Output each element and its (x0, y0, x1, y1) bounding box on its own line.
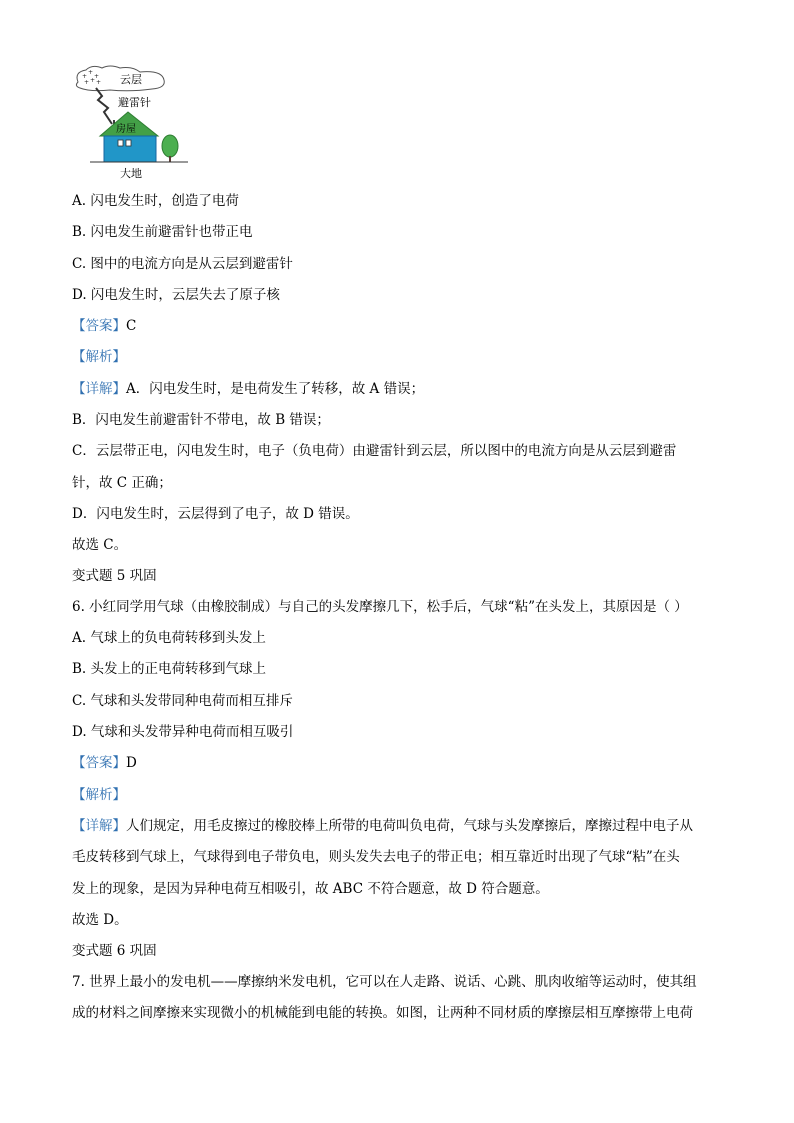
q6-option-d: D. 气球和头发带异种电荷而相互吸引 (72, 724, 294, 740)
q5-answer (72, 317, 136, 335)
answer-value: C (126, 318, 137, 334)
q6-option-c: C. 气球和头发带同种电荷而相互排斥 (72, 693, 293, 709)
svg-text:+: + (90, 77, 96, 84)
q5-detail-line: B．闪电发生前避雷针不带电，故 B 错误； (72, 412, 330, 428)
q5-analysis-tag: 【解析】 (72, 349, 126, 365)
svg-text:+: + (82, 73, 88, 80)
detail-tag: 【详解】 (72, 818, 126, 834)
q5-detail-line: 【详解】A．闪电发生时，是电荷发生了转移，故 A 错误； (72, 381, 425, 397)
lightning-rod-figure (70, 62, 190, 182)
q5-option-d: D. 闪电发生时，云层失去了原子核 (72, 287, 280, 303)
q5-option-b: B. 闪电发生前避雷针也带正电 (72, 224, 253, 240)
q6-detail-line: 发上的现象，是因为异种电荷互相吸引，故 ABC 不符合题意，故 D 符合题意。 (72, 881, 549, 897)
q5-variant-label: 变式题 5 巩固 (72, 568, 157, 584)
house-window-left (118, 140, 123, 146)
q6-detail-line: 毛皮转移到气球上，气球得到电子带负电，则头发失去电子的带正电；相互靠近时出现了气球“粘”在头 (72, 849, 680, 865)
lightning-bolt (96, 88, 112, 124)
ground-label: 大地 (120, 167, 142, 180)
q6-conclusion: 故选 D。 (72, 912, 128, 928)
answer-value: D (126, 755, 137, 771)
detail-tag: 【详解】 (72, 381, 126, 397)
q7-stem-line: 成的材料之间摩擦来实现微小的机械能到电能的转换。如图，让两种不同材质的摩擦层相互摩擦带上电荷 (72, 1005, 693, 1021)
q5-conclusion: 故选 C。 (72, 537, 128, 553)
q7-stem-line: 7. 世界上最小的发电机——摩擦纳米发电机，它可以在人走路、说话、心跳、肌肉收缩等运动时，使其组 (72, 974, 697, 990)
cloud-label: 云层 (120, 73, 142, 86)
q6-analysis-tag: 【解析】 (72, 787, 126, 803)
q5-detail-line: C．云层带正电，闪电发生时，电子（负电荷）由避雷针到云层，所以图中的电流方向是从云层到避雷 (72, 443, 677, 459)
q6-stem: 6. 小红同学用气球（由橡胶制成）与自己的头发摩擦几下，松手后，气球“粘”在头发上，其原因是（ ） (72, 599, 688, 615)
house-window-right (126, 140, 131, 146)
q5-option-a: A. 闪电发生时，创造了电荷 (72, 193, 239, 209)
answer-tag: 【答案】 (72, 318, 126, 334)
svg-text:+: + (94, 73, 100, 80)
q5-detail-line: 针，故 C 正确； (72, 475, 172, 491)
svg-text:+: + (88, 69, 94, 76)
q6-option-a: A. 气球上的负电荷转移到头发上 (72, 630, 266, 646)
q6-option-b: B. 头发上的正电荷转移到气球上 (72, 661, 267, 677)
rod-label: 避雷针 (118, 96, 151, 109)
svg-text:+: + (96, 79, 102, 86)
q6-variant-label: 变式题 6 巩固 (72, 943, 157, 959)
q6-detail-line: 【详解】人们规定，用毛皮擦过的橡胶棒上所带的电荷叫负电荷，气球与头发摩擦后，摩擦过程中电子从 (72, 818, 693, 834)
q5-detail-line: D．闪电发生时，云层得到了电子，故 D 错误。 (72, 506, 359, 522)
q6-answer (72, 754, 137, 772)
svg-text:+: + (84, 79, 90, 86)
answer-tag: 【答案】 (72, 755, 126, 771)
q5-option-c: C. 图中的电流方向是从云层到避雷针 (72, 256, 293, 272)
tree-crown (162, 135, 178, 157)
house-label: 房屋 (116, 124, 136, 135)
